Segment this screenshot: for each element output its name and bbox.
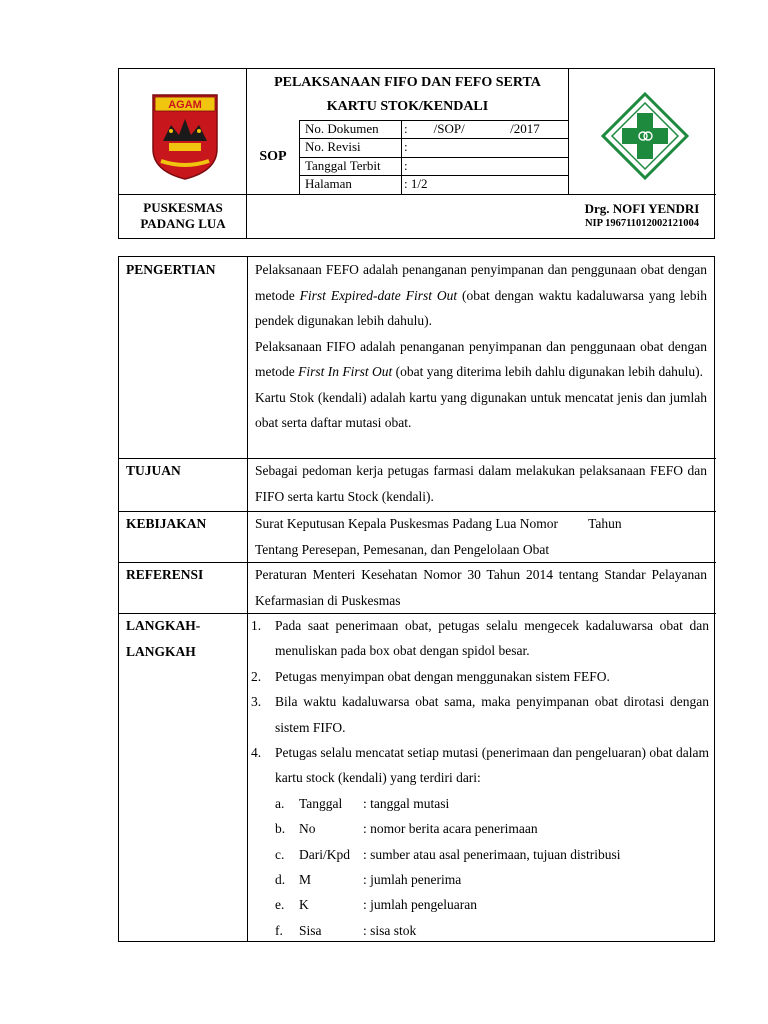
field-key: No (299, 821, 316, 837)
section-label-referensi: REFERENSI (126, 567, 204, 582)
field-desc: : sumber atau asal penerimaan, tujuan distribusi (363, 846, 621, 862)
field-key: K (299, 897, 309, 913)
step-text: Petugas menyimpan obat dengan menggunakan sistem FEFO. (275, 668, 610, 684)
pengertian-paragraph-fefo (255, 257, 707, 334)
title-line-2: KARTU STOK/KENDALI (326, 99, 489, 114)
field-letter: d. (275, 872, 286, 888)
agam-regency-logo-icon (149, 91, 221, 181)
step-number: 2. (251, 668, 262, 684)
signer-nip: NIP 196711012002121004 (584, 218, 700, 229)
field-letter: e. (275, 897, 285, 913)
field-item (275, 892, 709, 917)
field-key: Tanggal (299, 795, 343, 811)
field-item (275, 918, 709, 943)
section-label-tujuan: TUJUAN (126, 463, 181, 478)
section-label-langkah (126, 613, 200, 665)
kebijakan-line-2: Tentang Peresepan, Pemesanan, dan Pengelolaan Obat (255, 541, 550, 557)
step-text: Petugas selalu mencatat setiap mutasi (penerimaan dan pengeluaran) obat dalam kartu stock (kendali) yang terdiri dari: (275, 745, 709, 786)
field-desc: : jumlah pengeluaran (363, 897, 477, 913)
meta-row-tanggal-terbit (299, 157, 569, 175)
meta-label: Halaman (305, 176, 352, 191)
puskesmas-name (119, 195, 247, 239)
field-letter: a. (275, 795, 285, 811)
puskesmas-line-2: PADANG LUA (140, 216, 226, 231)
pengertian-paragraph-fifo (255, 334, 707, 385)
section-text-kebijakan (255, 511, 707, 562)
field-key: Dari/Kpd (299, 846, 350, 862)
italic-term: First In First Out (298, 364, 393, 379)
langkah-steps-list (251, 613, 709, 943)
step-number: 4. (251, 745, 262, 761)
field-item (275, 842, 709, 867)
section-label-pengertian: PENGERTIAN (126, 262, 216, 277)
step-item (251, 689, 709, 740)
step-number: 3. (251, 694, 262, 710)
step-item (251, 664, 709, 689)
step-item (251, 740, 709, 943)
kebijakan-line-1: Surat Keputusan Kepala Puskesmas Padang Lua Nomor Tahun (255, 516, 622, 531)
step-text: Bila waktu kadaluwarsa obat sama, maka penyimpanan obat dirotasi dengan sistem FIFO. (275, 694, 709, 735)
field-desc: : nomor berita acara penerimaan (363, 821, 538, 837)
sop-label: SOP (259, 149, 287, 164)
field-key: Sisa (299, 922, 322, 938)
meta-value: : (404, 158, 408, 173)
section-text-referensi: Peraturan Menteri Kesehatan Nomor 30 Tahun 2014 tentang Standar Pelayanan Kefarmasian di Puskesmas (255, 567, 707, 608)
step-item (251, 613, 709, 664)
meta-row-halaman (299, 175, 569, 193)
text-span: Pelaksanaan FEFO adalah penanganan penyimpanan dan penggunaan obat dengan metode (255, 262, 707, 303)
field-key: M (299, 872, 312, 888)
field-letter: f. (275, 922, 283, 938)
kartu-stok-fields-list (275, 791, 709, 943)
field-desc: : sisa stok (363, 922, 417, 938)
field-item (275, 867, 709, 892)
field-item (275, 816, 709, 841)
section-label-kebijakan: KEBIJAKAN (126, 516, 207, 531)
langkah-label-line-2: LANGKAH (126, 644, 196, 659)
step-number: 1. (251, 618, 262, 633)
agam-logo-text: AGAM (168, 99, 202, 111)
signer-name: Drg. NOFI YENDRI (584, 201, 700, 216)
document-header (118, 68, 715, 239)
text-span: (obat yang diterima lebih dahlu digunakan lebih dahulu). (392, 364, 704, 379)
text-span: (obat dengan waktu kadaluwarsa yang lebih pendek digunakan lebih dahulu). (255, 287, 707, 328)
pengertian-paragraph-kartu-stok: Kartu Stok (kendali) adalah kartu yang digunakan untuk mencatat jenis dan jumlah obat serta daftar mutasi obat. (255, 389, 707, 430)
meta-label: Tanggal Terbit (305, 158, 381, 173)
field-letter: c. (275, 846, 285, 862)
document-title (247, 69, 568, 120)
text-span: Pelaksanaan FIFO adalah penanganan penyimpanan dan penggunaan obat dengan metode (255, 338, 707, 379)
meta-row-revisi (299, 138, 569, 156)
section-text-tujuan: Sebagai pedoman kerja petugas farmasi dalam melakukan pelaksanaan FEFO dan FIFO serta kartu Stock (kendali). (255, 463, 707, 504)
meta-value: : /SOP/ /2017 (404, 121, 540, 136)
meta-label: No. Revisi (305, 139, 361, 154)
langkah-label-line-1: LANGKAH- (126, 618, 201, 633)
puskesmas-logo-icon (597, 91, 693, 181)
italic-term: First Expired-date First Out (299, 287, 458, 303)
meta-value: : (404, 139, 408, 154)
section-text-pengertian (255, 257, 707, 436)
field-item (275, 791, 709, 816)
title-line-1: PELAKSANAAN FIFO DAN FEFO SERTA (274, 75, 541, 90)
step-text: Pada saat penerimaan obat, petugas selalu mengecek kadaluwarsa obat dan menuliskan pada box obat dengan spidol besar. (275, 618, 709, 659)
field-desc: : tanggal mutasi (363, 795, 450, 811)
meta-row-dokumen (299, 120, 569, 138)
sop-content-table (118, 256, 715, 942)
meta-label: No. Dokumen (305, 121, 379, 136)
field-letter: b. (275, 821, 286, 837)
signer-block (568, 195, 716, 239)
field-desc: : jumlah penerima (363, 872, 462, 888)
meta-value: : 1/2 (404, 176, 428, 191)
puskesmas-line-1: PUSKESMAS (143, 200, 223, 215)
